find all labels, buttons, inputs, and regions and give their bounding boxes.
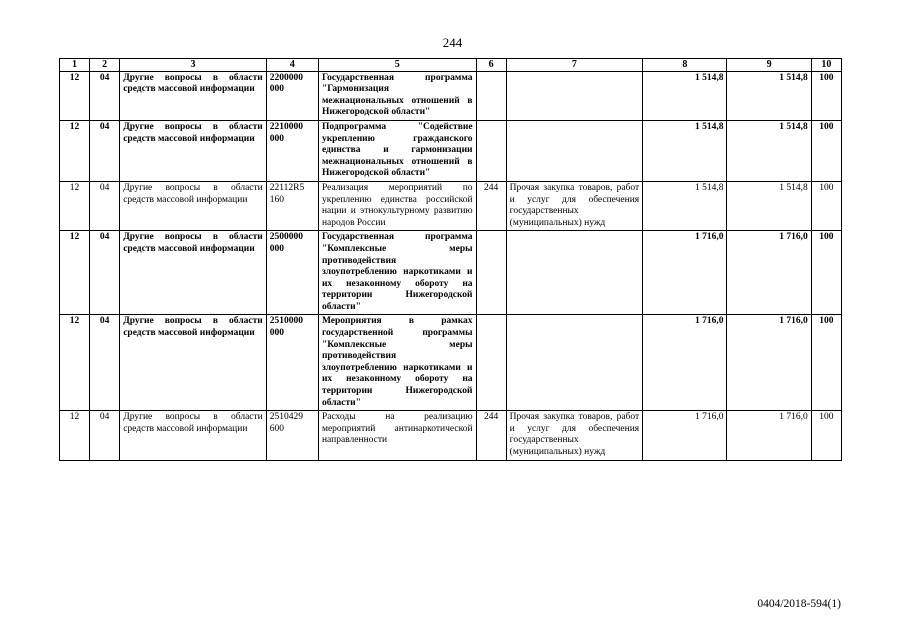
table-row xyxy=(60,411,842,460)
target-article-cell: 2500000 000 xyxy=(266,231,318,315)
section-name-cell: Другие вопросы в области средств массовой информации xyxy=(120,71,267,120)
program-name-cell: Государственная программа "Гармонизация межнациональных отношений в Нижегородской области" xyxy=(318,71,476,120)
target-article-cell: 2510000 000 xyxy=(266,315,318,411)
section-code-cell: 12 xyxy=(60,231,90,315)
table-header-row xyxy=(60,59,842,72)
subsection-code-cell: 04 xyxy=(90,120,120,181)
amount-col8-cell: 1 514,8 xyxy=(643,181,727,230)
expense-type-code-cell: 244 xyxy=(476,181,506,230)
header-cell-4: 4 xyxy=(266,59,318,72)
amount-col8-cell: 1 514,8 xyxy=(643,71,727,120)
subsection-code-cell: 04 xyxy=(90,315,120,411)
expense-type-name-cell: Прочая закупка товаров, работ и услуг для обеспечения государственных (муниципальных) нужд xyxy=(506,181,643,230)
expense-type-name-cell: Прочая закупка товаров, работ и услуг для обеспечения государственных (муниципальных) нужд xyxy=(506,411,643,460)
header-cell-3: 3 xyxy=(120,59,267,72)
subsection-code-cell: 04 xyxy=(90,231,120,315)
budget-table xyxy=(59,58,842,461)
target-article-cell: 2210000 000 xyxy=(266,120,318,181)
amount-col9-cell: 1 716,0 xyxy=(727,231,811,315)
table-row xyxy=(60,181,842,230)
target-article-cell: 22112R5 160 xyxy=(266,181,318,230)
table-row xyxy=(60,315,842,411)
subsection-code-cell: 04 xyxy=(90,71,120,120)
table-row xyxy=(60,71,842,120)
percent-cell: 100 xyxy=(811,120,841,181)
percent-cell: 100 xyxy=(811,315,841,411)
percent-cell: 100 xyxy=(811,411,841,460)
subsection-code-cell: 04 xyxy=(90,411,120,460)
amount-col9-cell: 1 514,8 xyxy=(727,71,811,120)
amount-col9-cell: 1 716,0 xyxy=(727,315,811,411)
percent-cell: 100 xyxy=(811,181,841,230)
program-name-cell: Мероприятия в рамках государственной программы "Комплексные меры противодействия злоупотреблению наркотиками и их незаконному обороту на территории Нижегородской области" xyxy=(318,315,476,411)
program-name-cell: Государственная программа "Комплексные меры противодействия злоупотреблению наркотиками и их незаконному обороту на территории Нижегородской области" xyxy=(318,231,476,315)
program-name-cell: Расходы на реализацию мероприятий антинаркотической направленности xyxy=(318,411,476,460)
expense-type-name-cell xyxy=(506,315,643,411)
table-row xyxy=(60,231,842,315)
header-cell-6: 6 xyxy=(476,59,506,72)
expense-type-name-cell xyxy=(506,71,643,120)
section-code-cell: 12 xyxy=(60,411,90,460)
document-code: 0404/2018-594(1) xyxy=(757,598,841,610)
expense-type-name-cell xyxy=(506,231,643,315)
section-name-cell: Другие вопросы в области средств массовой информации xyxy=(120,315,267,411)
expense-type-code-cell: 244 xyxy=(476,411,506,460)
table-row xyxy=(60,120,842,181)
expense-type-code-cell xyxy=(476,231,506,315)
expense-type-code-cell xyxy=(476,71,506,120)
section-name-cell: Другие вопросы в области средств массовой информации xyxy=(120,120,267,181)
header-cell-2: 2 xyxy=(90,59,120,72)
section-code-cell: 12 xyxy=(60,71,90,120)
header-cell-10: 10 xyxy=(811,59,841,72)
subsection-code-cell: 04 xyxy=(90,181,120,230)
header-cell-7: 7 xyxy=(506,59,643,72)
header-cell-5: 5 xyxy=(318,59,476,72)
percent-cell: 100 xyxy=(811,71,841,120)
section-name-cell: Другие вопросы в области средств массовой информации xyxy=(120,411,267,460)
amount-col8-cell: 1 716,0 xyxy=(643,411,727,460)
target-article-cell: 2200000 000 xyxy=(266,71,318,120)
amount-col9-cell: 1 514,8 xyxy=(727,181,811,230)
section-name-cell: Другие вопросы в области средств массовой информации xyxy=(120,181,267,230)
program-name-cell: Реализация мероприятий по укреплению единства российской нации и этнокультурному развитию народов России xyxy=(318,181,476,230)
header-cell-9: 9 xyxy=(727,59,811,72)
percent-cell: 100 xyxy=(811,231,841,315)
target-article-cell: 2510429 600 xyxy=(266,411,318,460)
section-name-cell: Другие вопросы в области средств массовой информации xyxy=(120,231,267,315)
page-number: 244 xyxy=(442,35,463,50)
expense-type-code-cell xyxy=(476,120,506,181)
section-code-cell: 12 xyxy=(60,315,90,411)
expense-type-name-cell xyxy=(506,120,643,181)
header-cell-8: 8 xyxy=(643,59,727,72)
program-name-cell: Подпрограмма "Содействие укреплению гражданского единства и гармонизации межнациональных отношений в Нижегородской области" xyxy=(318,120,476,181)
amount-col9-cell: 1 716,0 xyxy=(727,411,811,460)
amount-col8-cell: 1 514,8 xyxy=(643,120,727,181)
amount-col8-cell: 1 716,0 xyxy=(643,315,727,411)
section-code-cell: 12 xyxy=(60,181,90,230)
section-code-cell: 12 xyxy=(60,120,90,181)
expense-type-code-cell xyxy=(476,315,506,411)
amount-col9-cell: 1 514,8 xyxy=(727,120,811,181)
header-cell-1: 1 xyxy=(60,59,90,72)
amount-col8-cell: 1 716,0 xyxy=(643,231,727,315)
